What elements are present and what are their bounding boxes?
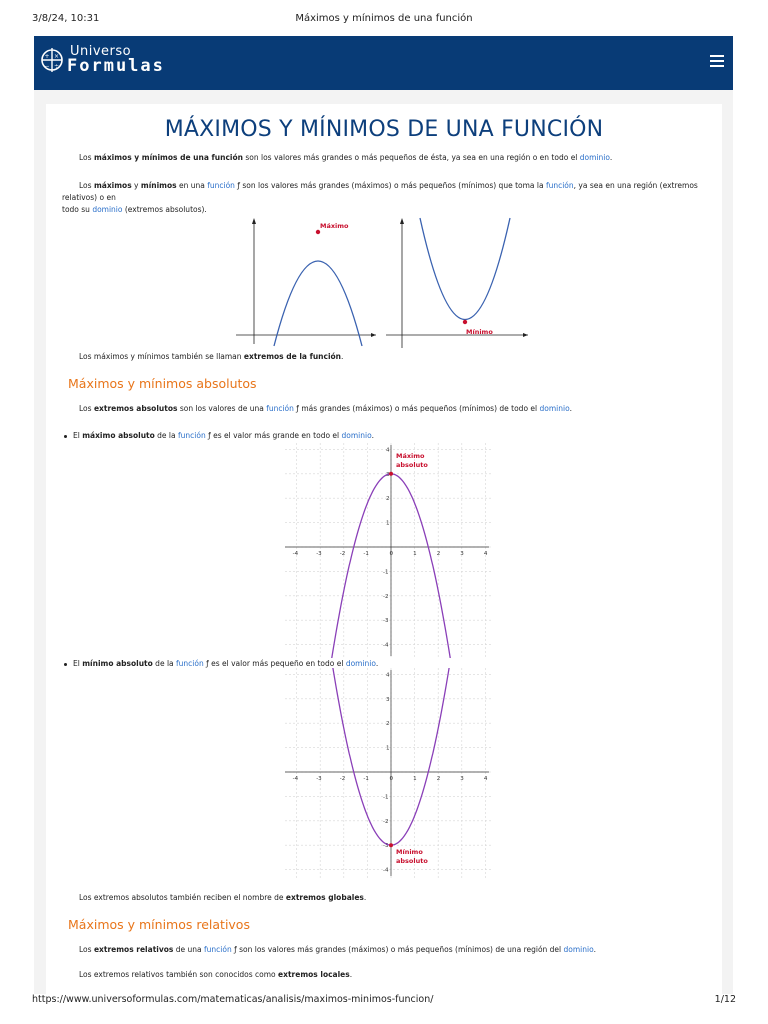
brand-big: Formulas [67, 56, 165, 76]
bullet [64, 435, 67, 438]
x-tick-label: -1 [363, 551, 369, 557]
y-tick-label: 2 [386, 496, 390, 503]
x-tick-label: 3 [460, 551, 464, 557]
x-tick-label: -4 [292, 776, 299, 782]
x-tick-label: 4 [483, 551, 488, 557]
page-number: 1/12 [714, 994, 736, 1005]
absolutos-paragraph-2: Los extremos absolutos también reciben el nombre de extremos globales. [79, 893, 367, 902]
label-minimo: Mínimo [466, 328, 493, 336]
svg-text:×: × [54, 53, 60, 60]
y-tick-label: -2 [383, 593, 389, 600]
y-tick-label: 1 [386, 745, 390, 752]
point-label: Máximo [396, 451, 425, 460]
print-date: 3/8/24, 10:31 [32, 13, 100, 24]
y-tick-label: -3 [383, 843, 389, 850]
label-maximo: Máximo [320, 222, 349, 230]
link-dominio[interactable]: dominio [345, 659, 376, 668]
universo-formulas-emblem-icon [40, 45, 66, 75]
maximum-point [316, 230, 320, 234]
point-label: Mínimo [396, 848, 423, 857]
page-url: https://www.universoformulas.com/matematicas/analisis/maximos-minimos-funcion/ [32, 994, 434, 1005]
y-tick-label: 2 [386, 721, 390, 728]
y-tick-label: -1 [383, 794, 389, 801]
intro-paragraph-3: Los máximos y mínimos también se llaman extremos de la función. [79, 352, 344, 361]
x-tick-label: 2 [436, 551, 441, 557]
y-tick-label: 4 [386, 672, 390, 679]
link-funcion[interactable]: función [204, 945, 232, 954]
x-tick-label: -3 [316, 776, 322, 782]
max-min-figure [236, 216, 536, 348]
x-tick-label: 2 [436, 776, 441, 782]
graph-maximo-absoluto [285, 443, 491, 658]
x-tick-label: 1 [413, 551, 417, 557]
point-label: absoluto [396, 460, 428, 469]
link-dominio[interactable]: dominio [539, 404, 570, 413]
x-tick-label: -2 [339, 776, 346, 782]
bullet-minimo-absoluto: El mínimo absoluto de la función ƒ es el valor más pequeño en todo el dominio. [73, 659, 379, 668]
intro-paragraph-1: Los máximos y mínimos de una función son los valores más grandes o más pequeños de ésta, ya sea en una región o en todo el dominio. [79, 153, 613, 162]
link-funcion[interactable]: función [207, 181, 235, 190]
print-title: Máximos y mínimos de una función [295, 13, 473, 24]
absolute-minimum-point [389, 843, 393, 847]
minimum-point [463, 320, 467, 324]
link-dominio[interactable]: dominio [92, 205, 123, 214]
link-dominio[interactable]: dominio [563, 945, 594, 954]
y-tick-label: 1 [386, 520, 390, 527]
site-logo[interactable] [40, 44, 210, 84]
hamburger-menu-icon[interactable] [710, 55, 724, 69]
x-tick-label: 0 [389, 776, 393, 782]
y-tick-label: 3 [386, 696, 390, 703]
x-tick-label: 0 [389, 551, 393, 557]
x-tick-label: 3 [460, 776, 464, 782]
intro-paragraph-2: Los máximos y mínimos en una función ƒ son los valores más grandes (máximos) o más pequeños (mínimos) que toma la función, ya sea en una región (extremos relativos) o en todo su dominio (extremos absolutos). [62, 181, 698, 214]
x-tick-label: -1 [363, 776, 369, 782]
relativos-paragraph-1: Los extremos relativos de una función ƒ son los valores más grandes (máximos) o más pequeños (mínimos) de una región del dominio. [79, 945, 596, 954]
y-tick-label: -4 [383, 642, 389, 649]
x-tick-label: -4 [292, 551, 299, 557]
relativos-paragraph-2: Los extremos relativos también son conocidos como extremos locales. [79, 970, 353, 979]
x-tick-label: -3 [316, 551, 322, 557]
page-title: MÁXIMOS Y MÍNIMOS DE UNA FUNCIÓN [164, 117, 604, 142]
x-tick-label: 4 [483, 776, 488, 782]
y-tick-label: -3 [383, 618, 389, 625]
print-header [0, 0, 768, 30]
site-header [34, 36, 733, 90]
brand-small: Universo [70, 44, 132, 59]
bullet [64, 663, 67, 666]
y-tick-label: -2 [383, 818, 389, 825]
link-funcion[interactable]: función [176, 659, 204, 668]
svg-text:÷: ÷ [54, 63, 60, 70]
print-footer [0, 994, 768, 1024]
graph-minimo-absoluto [285, 668, 491, 878]
absolutos-paragraph: Los extremos absolutos son los valores de una función ƒ más grandes (máximos) o más pequeños (mínimos) de todo el dominio. [79, 404, 572, 413]
link-dominio[interactable]: dominio [341, 431, 372, 440]
absolute-maximum-point [389, 472, 393, 476]
point-label: absoluto [396, 857, 428, 866]
y-tick-label: 4 [386, 447, 390, 454]
link-funcion[interactable]: función [266, 404, 294, 413]
y-tick-label: -4 [383, 867, 389, 874]
y-tick-label: -1 [383, 569, 389, 576]
link-funcion[interactable]: función [545, 181, 574, 190]
y-tick-label: 3 [386, 471, 390, 478]
svg-text:+: + [44, 53, 50, 60]
svg-text:−: − [44, 63, 50, 70]
section-heading-absolutos: Máximos y mínimos absolutos [68, 376, 257, 391]
link-dominio[interactable]: dominio [579, 153, 610, 162]
x-tick-label: 1 [413, 776, 417, 782]
x-tick-label: -2 [339, 551, 346, 557]
bullet-maximo-absoluto: El máximo absoluto de la función ƒ es el valor más grande en todo el dominio. [73, 431, 374, 440]
link-funcion[interactable]: función [178, 431, 206, 440]
section-heading-relativos: Máximos y mínimos relativos [68, 917, 250, 932]
